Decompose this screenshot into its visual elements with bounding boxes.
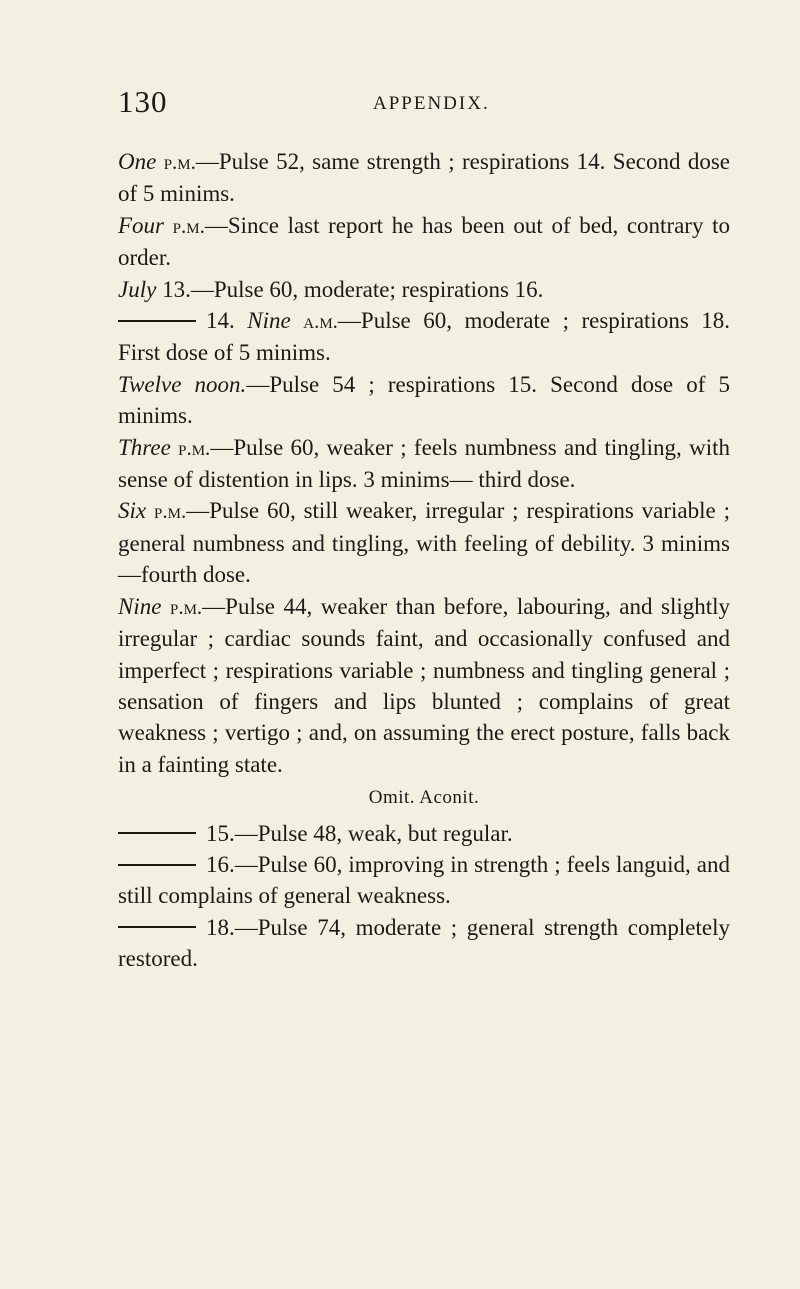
ditto-dash bbox=[118, 864, 196, 866]
entry-lead: One bbox=[118, 149, 157, 174]
entry-three-pm bbox=[118, 432, 730, 496]
entry-15 bbox=[118, 818, 730, 849]
entry-time: p.m. bbox=[169, 594, 203, 619]
entry-16 bbox=[118, 849, 730, 912]
entry-text: 16.—Pulse 60, improving in strength ; feels languid, and still complains of general weakness. bbox=[118, 851, 730, 909]
entry-time: p.m. bbox=[178, 435, 211, 460]
entry-lead: July bbox=[118, 276, 157, 302]
entry-four-pm bbox=[118, 210, 730, 274]
entry-text: 15.—Pulse 48, weak, but regular. bbox=[206, 820, 513, 846]
body-text bbox=[118, 146, 730, 975]
entry-text: —Since last report he has been out of bed, contrary to order. bbox=[118, 212, 730, 271]
entry-twelve-noon bbox=[118, 369, 730, 432]
entry-text: —Pulse 44, weaker than before, labouring, and slightly irregular ; cardiac sounds faint, and occasionally confused and imperfect ; respirations variable ; numbness and tingling general ; sensation of fingers and lips blunted ; complains of great weakness ; vertigo ; and, on assuming the erect posture, falls back in a fainting state. bbox=[118, 593, 731, 777]
entry-text: —Pulse 60, moderate ; respirations 18. First dose of 5 minims. bbox=[118, 308, 731, 366]
ditto-dash bbox=[118, 320, 196, 322]
entry-lead: Twelve noon. bbox=[118, 371, 247, 397]
page-header bbox=[118, 84, 730, 124]
entry-time: p.m. bbox=[154, 499, 187, 524]
entry-text: —Pulse 52, same strength ; respirations 14. Second dose of 5 minims. bbox=[118, 149, 730, 207]
entry-one-pm bbox=[118, 146, 730, 210]
entry-lead: Three bbox=[118, 434, 171, 460]
entry-july-13 bbox=[118, 274, 730, 305]
running-head: APPENDIX. bbox=[373, 93, 490, 114]
omit-note: Omit. Aconit. bbox=[368, 787, 480, 809]
entry-nine-pm bbox=[118, 591, 730, 780]
entry-14-nine-am bbox=[118, 305, 730, 369]
ditto-dash bbox=[118, 832, 196, 834]
entry-time: a.m. bbox=[303, 309, 338, 334]
entry-text: —Pulse 54 ; respirations 15. Second dose of 5 minims. bbox=[118, 371, 730, 429]
entry-six-pm bbox=[118, 495, 730, 590]
ditto-dash bbox=[118, 926, 196, 928]
entry-lead: Nine bbox=[118, 593, 162, 619]
entry-prefix: 14. bbox=[206, 308, 248, 334]
entry-time: p.m. bbox=[172, 213, 205, 238]
entry-lead: Six bbox=[118, 498, 147, 524]
entry-time: p.m. bbox=[163, 150, 196, 174]
page-number: 130 bbox=[118, 84, 168, 119]
entry-18 bbox=[118, 912, 730, 975]
entry-text: —Pulse 60, still weaker, irregular ; respirations variable ; general numbness and tingling, with feeling of debility. 3 minims—fourth dose. bbox=[118, 498, 731, 588]
entry-text: 18.—Pulse 74, moderate ; general strength completely restored. bbox=[118, 914, 730, 972]
entry-text: —Pulse 60, weaker ; feels numbness and tingling, with sense of distention in lips. 3 minims— third dose. bbox=[118, 434, 731, 493]
book-page bbox=[118, 84, 730, 975]
entry-lead: Nine bbox=[247, 308, 291, 334]
entry-text: 13.—Pulse 60, moderate; respirations 16. bbox=[156, 276, 544, 302]
entry-lead: Four bbox=[118, 212, 164, 238]
